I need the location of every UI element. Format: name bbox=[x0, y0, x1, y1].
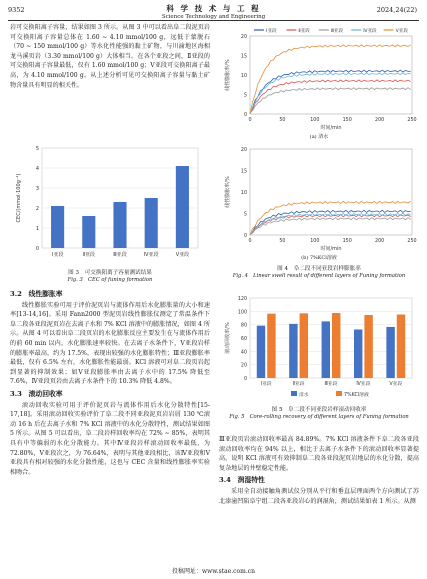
x-tick-label: 0 bbox=[248, 239, 252, 244]
x-tick-label: 100 bbox=[310, 239, 320, 244]
fig3-caption-en: Fig. 3 CEC of funing formation bbox=[67, 277, 153, 283]
fig4a-label: (a) 清水 bbox=[309, 134, 329, 140]
bar bbox=[289, 324, 297, 378]
x-tick-label: Ⅲ亚段 bbox=[113, 252, 127, 258]
x-tick-label: Ⅲ亚段 bbox=[324, 382, 338, 387]
y-axis-label: 线性膨胀率/% bbox=[225, 59, 231, 91]
y-axis-label: CEC/(mmol·100g⁻¹) bbox=[16, 173, 22, 223]
y-tick-label: 15 bbox=[240, 54, 247, 60]
x-tick-label: 250 bbox=[407, 239, 417, 244]
section-3-4-heading: 3.4 润湿特性 bbox=[219, 476, 265, 485]
swell-curve bbox=[250, 215, 411, 235]
x-tick-label: Ⅱ亚段 bbox=[82, 252, 96, 258]
y-axis-label: 滚动回收率/% bbox=[225, 322, 231, 354]
bar bbox=[267, 314, 275, 378]
legend-swatch bbox=[336, 391, 342, 396]
swell-curve bbox=[250, 88, 411, 113]
x-tick-label: 100 bbox=[310, 118, 320, 123]
legend-label: Ⅰ亚段 bbox=[266, 29, 277, 34]
fig4b-swell-kcl-chart bbox=[222, 143, 418, 253]
x-tick-label: Ⅳ亚段 bbox=[143, 252, 159, 258]
fig3-cec-chart bbox=[12, 140, 208, 265]
x-tick-label: Ⅳ亚段 bbox=[356, 382, 371, 387]
x-tick-label: 250 bbox=[407, 118, 417, 123]
fig5-caption-cn: 图 5 阜二段不同亚段岩样滚动回收率 bbox=[271, 407, 367, 413]
header-rule bbox=[8, 20, 419, 21]
journal-header bbox=[0, 3, 427, 20]
legend-label: 7%KCl溶液 bbox=[344, 393, 369, 398]
bar bbox=[257, 326, 265, 378]
x-tick-label: Ⅱ亚段 bbox=[292, 382, 305, 387]
y-tick-label: 20 bbox=[240, 35, 247, 40]
y-tick-label: 0 bbox=[243, 377, 247, 382]
fig4-caption-en: Fig. 4 Linear swell result of different layers of Funing formation bbox=[232, 273, 406, 279]
y-tick-label: 4 bbox=[35, 166, 39, 172]
x-tick-label: 150 bbox=[342, 239, 352, 244]
x-tick-label: 150 bbox=[342, 118, 352, 123]
left-text-bottom bbox=[10, 287, 210, 477]
bar bbox=[364, 315, 372, 378]
section-3-3-heading: 3.3 滚动回收率 bbox=[10, 389, 63, 398]
issue-info: 2024,24(22) bbox=[376, 6, 417, 14]
fig3-caption-cn: 图 3 可交换阳离子容量测试结果 bbox=[68, 270, 152, 276]
footer-url: 投稿网址：www.stae.com.cn bbox=[172, 568, 255, 575]
y-tick-label: 20 bbox=[240, 363, 247, 369]
legend-label: Ⅴ亚段 bbox=[395, 29, 408, 34]
bar bbox=[113, 202, 126, 248]
swell-curve bbox=[250, 210, 411, 235]
swell-curve bbox=[250, 70, 411, 114]
x-tick-label: 200 bbox=[375, 118, 385, 123]
y-tick-label: 0 bbox=[243, 113, 247, 118]
x-axis-label: 时间/min bbox=[320, 125, 342, 131]
fig4b-label: (b) 7%KCl溶液 bbox=[301, 255, 337, 261]
paragraph-wettability: 采用全自动接触角测试仪分别从平行和垂直层理面两个方向测试了苏北溱潼凹陷阜宁组二段各亚段岩心的润湿角，测试结果如表 1 所示。从测 bbox=[219, 487, 419, 505]
journal-title-en: Science Technology and Engineering bbox=[161, 14, 266, 20]
fig5-caption-en: Fig. 5 Core-rolling recovery of different layers of Funing formation bbox=[229, 414, 409, 420]
x-tick-label: Ⅴ亚段 bbox=[389, 382, 403, 387]
journal-title-cn: 科 学 技 术 与 工 程 bbox=[166, 4, 261, 13]
y-tick-label: 1 bbox=[35, 226, 39, 232]
x-axis-label: 时间/min bbox=[320, 246, 342, 252]
bar bbox=[354, 329, 362, 378]
y-tick-label: 0 bbox=[243, 234, 247, 239]
y-tick-label: 80 bbox=[240, 323, 247, 329]
y-tick-label: 120 bbox=[237, 297, 247, 302]
y-tick-label: 2 bbox=[35, 206, 39, 212]
y-tick-label: 10 bbox=[240, 191, 247, 196]
left-text-top bbox=[10, 23, 210, 90]
y-tick-label: 40 bbox=[240, 350, 247, 356]
fig4-caption-cn: 图 4 阜二段不同亚段岩样膨胀率 bbox=[277, 266, 361, 272]
plot-frame bbox=[250, 149, 412, 235]
y-tick-label: 15 bbox=[240, 169, 247, 175]
bar bbox=[332, 313, 340, 378]
y-tick-label: 3 bbox=[35, 186, 39, 192]
paragraph-rolling-recovery: 滚动回收实验可用于评价泥页岩与流体作用后水化分散特性[15-17,18]。采用滚动回收实验评价了阜二段不同亚段泥页岩岩屑 130 ℃滚动 16 h 后在去离子水和 7% KCl 溶液中的水化分散特性，测试结果如图 5 所示。从图 5 可以看出，阜二段岩样回收率均在 72% ~ 85%，表明其具有中等偏弱的水化分散能力。其中Ⅳ亚段岩样滚动回收率最低，为 72.80%，Ⅴ亚段次之，为 76.64%，表明与其他亚段相比，该Ⅳ亚段和Ⅴ亚段具有相对较强的水化分散性能，这也与 CEC 含量和线性膨胀率实验相吻合。 bbox=[10, 401, 210, 476]
paragraph-kcl-recovery: Ⅲ亚段页岩滚动回收率最高 84.89%。7% KCl 溶液条件下阜二段各亚段滚动回收率均在 94% 以上，相比于去离子水条件下的滚动回收率显著提高，说明 KCl 溶液可有效抑制阜二段各亚段泥页岩地层的水化分散，提高复杂地层的井壁稳定性能。 bbox=[219, 436, 419, 472]
y-tick-label: 5 bbox=[243, 212, 247, 218]
paragraph-cec: 岩可交换阳离子容量，结果如图 3 所示。从图 3 中可以看出阜二段泥页岩可交换阳离子容量总体在 1.60 ~ 4.10 mmol/100 g，远低于蒙脱石（70 ~ 150 mmol/100 g）等水化性能强的黏土矿物，与川渝地区海相龙马溪页岩（3.30 mmol/100 g）大体相当。在各个亚段之间，Ⅱ亚段的可交换阳离子容量最低，仅有 1.60 mmol/100 g；Ⅴ亚段可交换阳离子最高，为 4.10 mmol/100 g。从上述分析可见可交换阳离子容量与黏土矿物含量具有明显的相关性。 bbox=[10, 24, 210, 89]
bar bbox=[300, 313, 308, 378]
right-text-bottom bbox=[219, 435, 419, 506]
fig4a-swell-water-chart bbox=[222, 22, 418, 132]
y-tick-label: 60 bbox=[240, 337, 247, 342]
y-tick-label: 5 bbox=[35, 146, 39, 152]
bar bbox=[51, 206, 64, 248]
fig5-recovery-chart bbox=[222, 292, 418, 402]
legend-swatch bbox=[291, 391, 297, 396]
y-axis-label: 线性膨胀率/% bbox=[225, 176, 231, 208]
x-tick-label: 200 bbox=[375, 239, 385, 244]
y-tick-label: 20 bbox=[240, 148, 247, 153]
y-tick-label: 0 bbox=[35, 246, 39, 252]
swell-curve bbox=[250, 80, 411, 113]
x-tick-label: Ⅰ亚段 bbox=[260, 382, 272, 387]
x-tick-label: 0 bbox=[248, 118, 252, 123]
x-tick-label: Ⅴ亚段 bbox=[175, 252, 190, 258]
swell-curve bbox=[250, 45, 411, 114]
bar bbox=[176, 166, 189, 248]
x-tick-label: 50 bbox=[279, 239, 286, 244]
bar bbox=[82, 216, 95, 248]
paragraph-linear-swell: 线性膨胀实验可用于评价泥页岩与流体作用后水化膨胀量的大小和速率[13-14,16]。采用 Fann2000 型泥页岩线性膨胀仪测定了常温条件下阜二段各亚段泥页岩在去离子水和 7% KCl 溶液中的膨胀情况，如图 4 所示。从图 4 可以看出阜二段页岩的水化膨胀反应主要发生在与流体作用后的前 60 min 以内，水化膨胀速率较快。在去离子水条件下，Ⅴ亚段岩样的膨胀率最高，约为 17.5%，表现出较强的水化膨胀特性；Ⅲ亚段膨胀率最低，仅有 6.5% 左右，水化膨胀性能最弱。KCl 溶液可对阜二段页岩起到显著的抑制效果；如Ⅴ亚段膨胀率由去离子水中的 17.5% 降低至 7.6%，Ⅳ亚段页岩由去离子水条件下的 10.3% 降低 4.8%。 bbox=[10, 301, 210, 386]
bar bbox=[322, 321, 330, 378]
bar bbox=[397, 315, 405, 378]
bar bbox=[145, 198, 158, 248]
x-tick-label: Ⅰ亚段 bbox=[51, 252, 64, 258]
y-tick-label: 100 bbox=[237, 310, 247, 316]
x-tick-label: 50 bbox=[279, 118, 286, 123]
bar bbox=[386, 327, 394, 378]
y-tick-label: 5 bbox=[243, 93, 247, 99]
legend-label: Ⅱ亚段 bbox=[298, 29, 310, 34]
page-number: 9352 bbox=[8, 6, 25, 14]
swell-curve bbox=[250, 218, 411, 234]
y-tick-label: 10 bbox=[240, 74, 247, 79]
legend-label: 清水 bbox=[299, 393, 309, 398]
legend-label: Ⅳ亚段 bbox=[363, 29, 377, 34]
section-3-2-heading: 3.2 线性膨胀率 bbox=[10, 290, 63, 298]
plot-frame bbox=[250, 36, 412, 114]
legend-label: Ⅲ亚段 bbox=[330, 29, 344, 34]
